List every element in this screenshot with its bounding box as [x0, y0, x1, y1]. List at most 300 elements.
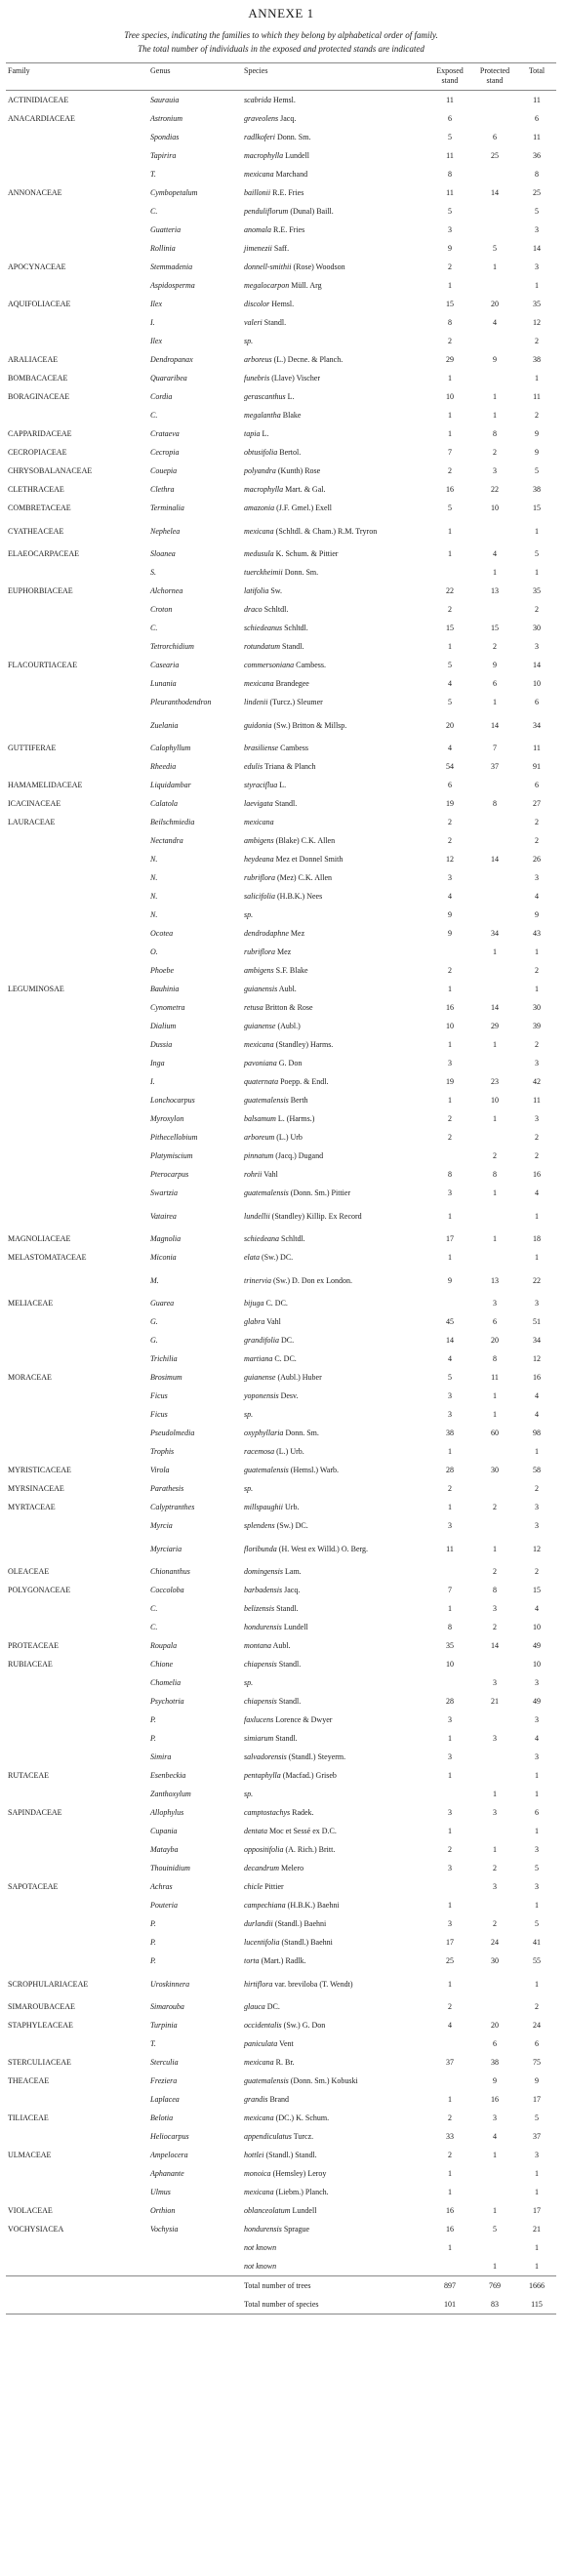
- species-authority: (Sw.) G. Don: [283, 2021, 326, 2030]
- table-row: [6, 1581, 556, 1599]
- species-authority: R.E. Fries: [272, 188, 304, 197]
- exposed-count-cell: 8: [448, 170, 452, 179]
- species-authority: Radek.: [292, 1808, 314, 1817]
- family-cell: MELASTOMATACEAE: [8, 1253, 87, 1262]
- species-cell: [242, 1859, 427, 1877]
- genus-cell: C.: [150, 1623, 158, 1631]
- protected-count-cell: 9: [493, 355, 497, 364]
- species-authority: Urb.: [285, 1503, 300, 1511]
- species-authority: (J.F. Gmel.) Exell: [276, 503, 333, 512]
- total-count-cell: 27: [533, 799, 541, 808]
- total-count-cell: 4: [535, 892, 539, 901]
- species-epithet: schiedeana: [244, 1234, 279, 1243]
- protected-count-cell: [472, 906, 517, 924]
- species-cell: [242, 544, 427, 563]
- table-row: [6, 1202, 556, 1229]
- species-epithet: racemosa: [244, 1447, 275, 1456]
- protected-count-cell: 34: [491, 929, 499, 938]
- total-count-cell: 37: [533, 2132, 541, 2141]
- table-row: [6, 1349, 556, 1368]
- protected-count-cell: 1: [493, 1040, 497, 1049]
- species-epithet: sp.: [244, 1410, 254, 1419]
- exposed-count-cell: 3: [448, 1715, 452, 1724]
- species-epithet: edulis: [244, 762, 263, 771]
- table-row: [6, 1859, 556, 1877]
- species-cell: [242, 1147, 427, 1165]
- total-count-cell: 2: [535, 1133, 539, 1142]
- species-epithet: montana: [244, 1641, 271, 1650]
- genus-cell: Beilschmiedia: [150, 818, 195, 826]
- total-count-cell: 12: [533, 1354, 541, 1363]
- exposed-count-cell: [427, 1673, 472, 1692]
- table-row: [6, 1933, 556, 1952]
- family-cell: [6, 1128, 148, 1147]
- species-epithet: mexicana: [244, 2188, 274, 2196]
- genus-cell: Quararibea: [150, 374, 187, 382]
- species-cell: [242, 2034, 427, 2053]
- genus-cell: Turpinia: [150, 2021, 178, 2030]
- protected-count-cell: [472, 1748, 517, 1766]
- exposed-count-cell: 3: [448, 1521, 452, 1530]
- total-count-cell: 51: [533, 1317, 541, 1326]
- total-count-cell: 2: [535, 337, 539, 345]
- exposed-count-cell: 1: [448, 2188, 452, 2196]
- species-authority: Aubl.: [278, 985, 297, 993]
- table-row: [6, 1997, 556, 2016]
- table-row: [6, 1294, 556, 1312]
- species-cell: [242, 868, 427, 887]
- species-cell: [242, 1128, 427, 1147]
- exposed-count-cell: 2: [448, 262, 452, 271]
- species-cell: [242, 943, 427, 961]
- exposed-count-cell: 19: [446, 799, 454, 808]
- genus-cell: Pseudolmedia: [150, 1429, 195, 1437]
- species-cell: [242, 424, 427, 443]
- total-count-cell: 3: [535, 1059, 539, 1067]
- totals-protected-cell: 83: [472, 2295, 517, 2314]
- species-authority: (Jacq.) Dugand: [275, 1151, 324, 1160]
- total-count-cell: 1: [535, 1253, 539, 1262]
- exposed-count-cell: 37: [446, 2058, 454, 2067]
- species-epithet: jimenezii: [244, 244, 272, 253]
- exposed-count-cell: [427, 1877, 472, 1896]
- species-authority: (Turcz.) Sleumer: [269, 698, 323, 706]
- species-epithet: decandrum: [244, 1864, 279, 1872]
- species-cell: [242, 1581, 427, 1599]
- table-row: [6, 1562, 556, 1581]
- family-cell: APOCYNACEAE: [8, 262, 66, 271]
- species-epithet: quaternata: [244, 1077, 279, 1086]
- family-cell: MELIACEAE: [8, 1299, 54, 1308]
- species-cell: [242, 1312, 427, 1331]
- species-epithet: salvadorensis: [244, 1752, 287, 1761]
- protected-count-cell: 3: [493, 1299, 497, 1308]
- species-cell: [242, 480, 427, 499]
- species-authority: K. Schum. & Pittier: [275, 549, 339, 558]
- protected-count-cell: 30: [491, 1956, 499, 1965]
- exposed-count-cell: 1: [448, 1096, 452, 1105]
- exposed-count-cell: 2: [448, 2113, 452, 2122]
- genus-cell: P.: [150, 1956, 156, 1965]
- table-row: [6, 1109, 556, 1128]
- protected-count-cell: [472, 1516, 517, 1535]
- total-count-cell: 11: [533, 392, 541, 401]
- genus-cell: Ilex: [150, 337, 162, 345]
- protected-count-cell: 60: [491, 1429, 499, 1437]
- protected-count-cell: 3: [493, 466, 497, 475]
- table-row: [6, 517, 556, 544]
- genus-cell: Simarouba: [150, 2002, 184, 2011]
- total-count-cell: 1: [535, 374, 539, 382]
- species-authority: (Liebm.) Planch.: [275, 2188, 329, 2196]
- species-epithet: pentaphylla: [244, 1771, 281, 1780]
- species-cell: [242, 1562, 427, 1581]
- exposed-count-cell: 1: [448, 985, 452, 993]
- exposed-count-cell: 2: [448, 605, 452, 614]
- species-epithet: radlkoferi: [244, 133, 275, 141]
- table-row: [6, 1442, 556, 1461]
- protected-count-cell: 3: [493, 1604, 497, 1613]
- genus-cell: Cymbopetalum: [150, 188, 198, 197]
- table-row: [6, 1267, 556, 1294]
- protected-count-cell: 9: [493, 2076, 497, 2085]
- table-row: [6, 831, 556, 850]
- family-cell: CAPPARIDACEAE: [8, 429, 72, 438]
- species-cell: [242, 387, 427, 406]
- species-epithet: oppositifolia: [244, 1845, 284, 1854]
- table-row: [6, 480, 556, 499]
- exposed-count-cell: 17: [446, 1938, 454, 1947]
- species-authority: Cambess.: [296, 661, 326, 669]
- protected-count-cell: 29: [491, 1022, 499, 1030]
- genus-cell: Inga: [150, 1059, 165, 1067]
- total-count-cell: 4: [535, 1410, 539, 1419]
- protected-count-cell: 1: [493, 568, 497, 577]
- table-row: [6, 109, 556, 128]
- family-cell: [6, 165, 148, 183]
- family-cell: [6, 1424, 148, 1442]
- protected-count-cell: 1: [493, 698, 497, 706]
- family-cell: [6, 2090, 148, 2109]
- table-row: [6, 295, 556, 313]
- species-epithet: sp.: [244, 1678, 254, 1687]
- total-count-cell: 34: [533, 720, 541, 730]
- protected-count-cell: 2: [493, 1919, 497, 1928]
- family-cell: [6, 693, 148, 711]
- genus-cell: Couepia: [150, 466, 178, 475]
- exposed-count-cell: 6: [448, 114, 452, 123]
- species-authority: (Standl.) Baehni: [281, 1938, 333, 1947]
- species-authority: var. breviloba (T. Wendt): [274, 1979, 353, 1989]
- species-epithet: penduliflorum: [244, 207, 289, 216]
- species-cell: [242, 674, 427, 693]
- species-authority: Hemsl.: [273, 96, 296, 104]
- species-epithet: yoponensis: [244, 1391, 279, 1400]
- species-cell: [242, 1618, 427, 1636]
- table-row: [6, 1599, 556, 1618]
- species-authority: Standl.: [278, 1660, 302, 1669]
- species-authority: (Kunth) Rose: [277, 466, 321, 475]
- header-family: Family: [6, 63, 148, 91]
- species-cell: [242, 693, 427, 711]
- table-row: [6, 1535, 556, 1562]
- species-authority: Britton & Rose: [264, 1003, 313, 1012]
- exposed-count-cell: 2: [448, 818, 452, 826]
- exposed-count-cell: 5: [448, 698, 452, 706]
- genus-cell: Parathesis: [150, 1484, 184, 1493]
- table-row: [6, 887, 556, 906]
- table-row: [6, 739, 556, 757]
- totals-label-cell: Total number of trees: [242, 2276, 427, 2296]
- exposed-count-cell: 12: [446, 855, 454, 864]
- table-row: [6, 2072, 556, 2090]
- species-authority: Bertol.: [279, 448, 302, 457]
- exposed-count-cell: [427, 2034, 472, 2053]
- species-cell: [242, 1248, 427, 1267]
- genus-cell: Pouteria: [150, 1901, 178, 1910]
- table-row: [6, 1766, 556, 1785]
- total-count-cell: 9: [535, 448, 539, 457]
- protected-count-cell: 4: [493, 549, 497, 558]
- species-cell: [242, 656, 427, 674]
- species-epithet: guianense: [244, 1022, 276, 1030]
- protected-count-cell: 1: [493, 1790, 497, 1798]
- protected-count-cell: 1: [493, 2262, 497, 2271]
- total-count-cell: 34: [533, 1336, 541, 1345]
- protected-count-cell: [472, 332, 517, 350]
- total-count-cell: 8: [535, 170, 539, 179]
- table-row: [6, 1803, 556, 1822]
- species-authority: Desv.: [280, 1391, 299, 1400]
- species-cell: [242, 1692, 427, 1711]
- species-epithet: paniculata: [244, 2039, 278, 2048]
- species-cell: [242, 2201, 427, 2220]
- table-row: [6, 1184, 556, 1202]
- total-count-cell: 39: [533, 1022, 541, 1030]
- family-cell: [6, 1729, 148, 1748]
- species-epithet: barbadensis: [244, 1586, 283, 1594]
- table-row: [6, 1035, 556, 1054]
- table-row: [6, 2238, 556, 2257]
- species-authority: (Blake) C.K. Allen: [275, 836, 336, 845]
- species-cell: [242, 109, 427, 128]
- species-authority: (Dunal) Baill.: [290, 207, 334, 216]
- species-cell: [242, 1729, 427, 1748]
- exposed-count-cell: 1: [448, 1827, 452, 1835]
- totals-exposed-cell: 101: [427, 2295, 472, 2314]
- exposed-count-cell: 16: [446, 485, 454, 494]
- species-epithet: ambigens: [244, 966, 274, 975]
- empty-cell: [6, 2295, 148, 2314]
- family-cell: BOMBACACEAE: [8, 374, 68, 382]
- total-count-cell: 5: [535, 466, 539, 475]
- table-row: [6, 387, 556, 406]
- protected-count-cell: 8: [493, 799, 497, 808]
- species-epithet: amazonia: [244, 503, 275, 512]
- family-cell: MORACEAE: [8, 1373, 52, 1382]
- exposed-count-cell: 3: [448, 225, 452, 234]
- species-epithet: anomala: [244, 225, 271, 234]
- species-cell: [242, 1054, 427, 1072]
- header-species: Species: [242, 63, 427, 91]
- species-epithet: valeri: [244, 318, 263, 327]
- protected-count-cell: 1: [493, 1410, 497, 1419]
- family-cell: [6, 1109, 148, 1128]
- exposed-count-cell: 1: [448, 1771, 452, 1780]
- genus-cell: Miconia: [150, 1253, 177, 1262]
- exposed-count-cell: 1: [448, 549, 452, 558]
- protected-count-cell: 24: [491, 1938, 499, 1947]
- protected-count-cell: 16: [491, 2095, 499, 2104]
- total-count-cell: 26: [533, 855, 541, 864]
- exposed-count-cell: 9: [448, 910, 452, 919]
- total-count-cell: 2: [535, 818, 539, 826]
- species-authority: Berth: [290, 1096, 308, 1105]
- table-row: [6, 406, 556, 424]
- total-count-cell: 3: [535, 1845, 539, 1854]
- species-authority: (L.) Decne. & Planch.: [273, 355, 344, 364]
- table-row: [6, 1914, 556, 1933]
- family-cell: THEACEAE: [8, 2076, 50, 2085]
- protected-count-cell: [472, 1128, 517, 1147]
- species-cell: [242, 2146, 427, 2164]
- total-count-cell: 1: [535, 985, 539, 993]
- table-row: [6, 2127, 556, 2146]
- family-cell: [6, 868, 148, 887]
- exposed-count-cell: 9: [448, 1275, 452, 1285]
- genus-cell: Orthion: [150, 2206, 176, 2215]
- species-cell: [242, 1914, 427, 1933]
- table-row: [6, 1729, 556, 1748]
- genus-cell: Nectandra: [150, 836, 183, 845]
- genus-cell: P.: [150, 1734, 156, 1743]
- species-cell: [242, 1267, 427, 1294]
- species-cell: [242, 258, 427, 276]
- species-cell: [242, 406, 427, 424]
- table-row: [6, 637, 556, 656]
- exposed-count-cell: 1: [448, 1447, 452, 1456]
- species-epithet: sp.: [244, 1790, 254, 1798]
- species-authority: Vahl: [263, 1170, 278, 1179]
- family-cell: [6, 221, 148, 239]
- family-cell: [6, 1387, 148, 1405]
- table-row: [6, 813, 556, 831]
- species-epithet: medusula: [244, 549, 274, 558]
- species-authority: Brand: [269, 2095, 290, 2104]
- species-epithet: salicifolia: [244, 892, 275, 901]
- genus-cell: Pterocarpus: [150, 1170, 189, 1179]
- species-epithet: glabra: [244, 1317, 265, 1326]
- family-cell: ANNONACEAE: [8, 188, 62, 197]
- species-epithet: mexicana: [244, 679, 274, 688]
- species-epithet: mexicana: [244, 170, 274, 179]
- table-row: [6, 1072, 556, 1091]
- protected-count-cell: 13: [491, 586, 499, 595]
- family-cell: [6, 146, 148, 165]
- exposed-count-cell: [427, 2072, 472, 2090]
- protected-count-cell: [472, 2238, 517, 2257]
- genus-cell: [148, 2257, 242, 2276]
- species-epithet: guatemalensis: [244, 1096, 289, 1105]
- species-cell: [242, 582, 427, 600]
- species-authority: Sw.: [270, 586, 283, 595]
- table-row: [6, 2109, 556, 2127]
- family-cell: [6, 1267, 148, 1294]
- species-cell: [242, 1331, 427, 1349]
- species-cell: [242, 1896, 427, 1914]
- totals-total-cell: 115: [517, 2295, 556, 2314]
- species-authority: (Standl.) Standl.: [265, 2151, 317, 2159]
- family-cell: HAMAMELIDACEAE: [8, 781, 83, 789]
- species-authority: Standl.: [275, 1734, 298, 1743]
- species-authority: Lorence & Dwyer: [275, 1715, 333, 1724]
- species-epithet: dentata: [244, 1827, 267, 1835]
- species-epithet: baillonii: [244, 188, 271, 197]
- genus-cell: Zuelania: [150, 720, 179, 730]
- protected-count-cell: [472, 980, 517, 998]
- exposed-count-cell: 28: [446, 1697, 454, 1706]
- table-row: [6, 998, 556, 1017]
- exposed-count-cell: 5: [448, 1373, 452, 1382]
- species-epithet: glauca: [244, 2002, 265, 2011]
- species-epithet: pavoniana: [244, 1059, 277, 1067]
- species-authority: (Sw.) Britton & Millsp.: [273, 720, 347, 730]
- family-cell: [6, 2183, 148, 2201]
- protected-count-cell: 6: [493, 1317, 497, 1326]
- species-epithet: laevigata: [244, 799, 273, 808]
- species-authority: R. Br.: [275, 2058, 295, 2067]
- species-epithet: styraciflua: [244, 781, 278, 789]
- protected-count-cell: [472, 202, 517, 221]
- genus-cell: G.: [150, 1336, 158, 1345]
- species-epithet: macrophylla: [244, 151, 284, 160]
- exposed-count-cell: 1: [448, 374, 452, 382]
- table-row: [6, 1017, 556, 1035]
- family-cell: STAPHYLEACEAE: [8, 2021, 73, 2030]
- protected-count-cell: [472, 1054, 517, 1072]
- exposed-count-cell: 15: [446, 624, 454, 632]
- species-cell: [242, 1766, 427, 1785]
- family-cell: [6, 1017, 148, 1035]
- family-cell: MYRSINACEAE: [8, 1484, 64, 1493]
- family-cell: [6, 2257, 148, 2276]
- genus-cell: Tetrorchidium: [150, 642, 194, 651]
- protected-count-cell: 10: [491, 1096, 499, 1105]
- family-cell: ULMACEAE: [8, 2151, 52, 2159]
- table-row: [6, 2220, 556, 2238]
- genus-cell: G.: [150, 1317, 158, 1326]
- total-count-cell: 11: [533, 133, 541, 141]
- table-row: [6, 1368, 556, 1387]
- species-authority: Donn. Sm.: [277, 133, 311, 141]
- total-count-cell: 9: [535, 910, 539, 919]
- species-epithet: guatemalensis: [244, 1188, 289, 1197]
- family-cell: [6, 1748, 148, 1766]
- table-row: [6, 462, 556, 480]
- family-cell: ACTINIDIACEAE: [8, 96, 69, 104]
- exposed-count-cell: 1: [448, 411, 452, 420]
- total-count-cell: 25: [533, 188, 541, 197]
- exposed-count-cell: [427, 1785, 472, 1803]
- genus-cell: Aphanante: [150, 2169, 184, 2178]
- total-count-cell: 2: [535, 1484, 539, 1493]
- species-epithet: rubriflora: [244, 947, 276, 956]
- species-epithet: belizensis: [244, 1604, 275, 1613]
- genus-cell: Calophyllum: [150, 744, 191, 752]
- protected-count-cell: 8: [493, 429, 497, 438]
- exposed-count-cell: 11: [446, 151, 454, 160]
- species-epithet: sp.: [244, 337, 254, 345]
